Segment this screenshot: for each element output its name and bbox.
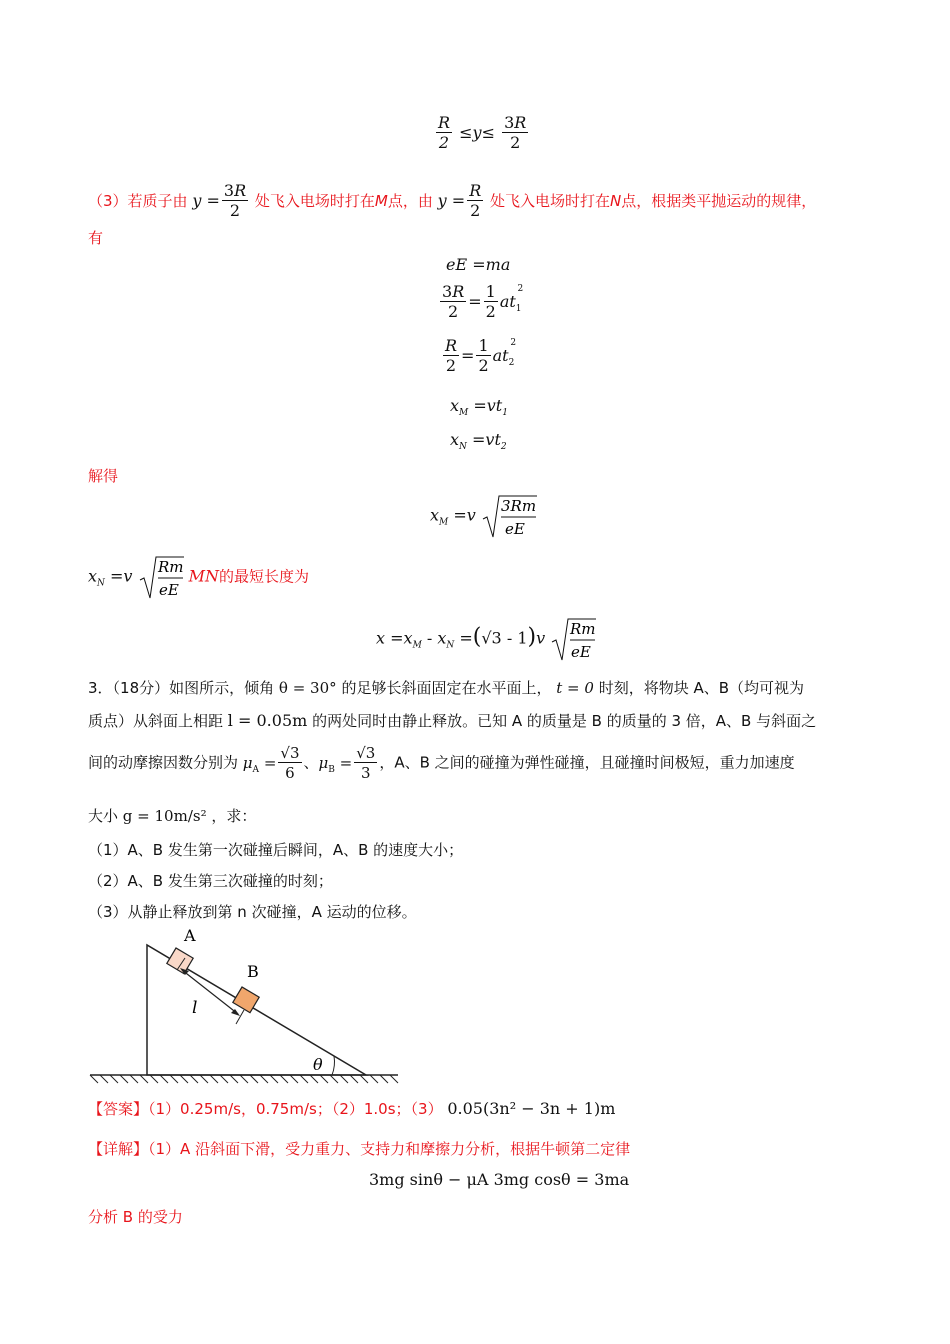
label-theta: θ (313, 1055, 323, 1074)
sol-xM: $x_M =v$ 3Rm eE (430, 493, 537, 539)
svg-text:eE: eE (158, 581, 179, 599)
eq-newton: 3mg sinθ − μA 3mg cosθ = 3ma (369, 1170, 630, 1189)
sqrt-Rm-eE (138, 554, 184, 600)
svg-text:eE: eE (571, 643, 592, 661)
l-arrow (182, 970, 238, 1014)
answer-line (88, 1098, 615, 1119)
eq-t1: $\frac{3R}{2}$ = $\frac{1}{2}$ $at_1^2$ (442, 282, 524, 321)
sol-x: $x =x_M - x_N =(√3 - 1)v$ Rm eE (376, 616, 596, 662)
detail-next: 分析 B 的受力 (88, 1208, 183, 1226)
answer-text: （1）0.25m/s，0.75m/s；（2）1.0s；（3） (148, 1100, 443, 1118)
eq-force: eE =ma (446, 255, 511, 274)
problem-line2: 质点）从斜面上相距 l = 0.05m 的两处同时由静止释放。已知 A 的质量是 B 的质量的 3 倍，A、B 与斜面之 (88, 711, 817, 730)
detail-text: （1）A 沿斜面下滑，受力重力、支持力和摩擦力分析，根据牛顿第二定律 (148, 1140, 631, 1158)
question-3: （3）从静止释放到第 n 次碰撞，A 运动的位移。 (88, 903, 417, 921)
eq-xM: $x_M =vt_1$ (450, 396, 508, 419)
theta-arc (332, 1056, 334, 1075)
ground-hatch (90, 1075, 398, 1083)
label-b: B (247, 962, 259, 981)
svg-text:eE: eE (504, 520, 525, 538)
answer-tag: 【答案】 (88, 1100, 149, 1118)
solve-label: 解得 (88, 467, 119, 485)
svg-text:Rm: Rm (570, 620, 596, 638)
eq-t2: $\frac{R}{2}$ = $\frac{1}{2}$ $at_2^2$ (445, 336, 517, 375)
svg-text:Rm: Rm (157, 558, 184, 576)
detail-tag: 【详解】 (88, 1140, 149, 1158)
problem-line3: 间的动摩擦因数分别为 $\mu_A$ = $\frac{√3}{6}$ 、$\mu_B$ = $\frac{√3}{3}$ ，A、B 之间的碰撞为弹性碰撞，且碰撞时间极短，重力加速度 (88, 744, 795, 782)
part3-line2: 有 (88, 229, 104, 247)
incline-figure (88, 925, 408, 1085)
question-1: （1）A、B 发生第一次碰撞后瞬间，A、B 的速度大小； (88, 841, 464, 859)
label-a: A (184, 926, 196, 945)
mn-label: MN (188, 566, 220, 586)
detail-line (88, 1138, 630, 1159)
question-2: （2）A、B 发生第三次碰撞的时刻； (88, 872, 333, 890)
formula-range-y: $\frac{R}{2}$ ≤y≤ $\frac{3R}{2}$ (438, 113, 527, 152)
sqrt-Rm-eE-2 (550, 616, 596, 662)
label-l: l (192, 998, 198, 1018)
answer-formula: 0.05(3n² − 3n + 1)m (447, 1099, 616, 1118)
svg-text:3Rm: 3Rm (500, 497, 536, 515)
mn-suffix: 的最短长度为 (219, 567, 310, 586)
problem-line4: 大小 g = 10m/s² ，求： (88, 807, 257, 825)
sqrt-3Rm-eE (481, 493, 537, 539)
eq-xN: $x_N =vt_2$ (450, 430, 507, 453)
problem-line1: 3．（18分）如图所示，倾角 θ = 30° 的足够长斜面固定在水平面上， t = 0 时刻，将物块 A、B（均可视为 (88, 679, 805, 697)
part3-line: （3）若质子由 y = $\frac{3R}{2}$ 处飞入电场时打在M点，由 y = $\frac{R}{2}$ 处飞入电场时打在N点，根据类平抛运动的规律， (88, 181, 817, 220)
sol-xN: $x_N =v$ Rm eE MN的最短长度为 (88, 554, 309, 600)
